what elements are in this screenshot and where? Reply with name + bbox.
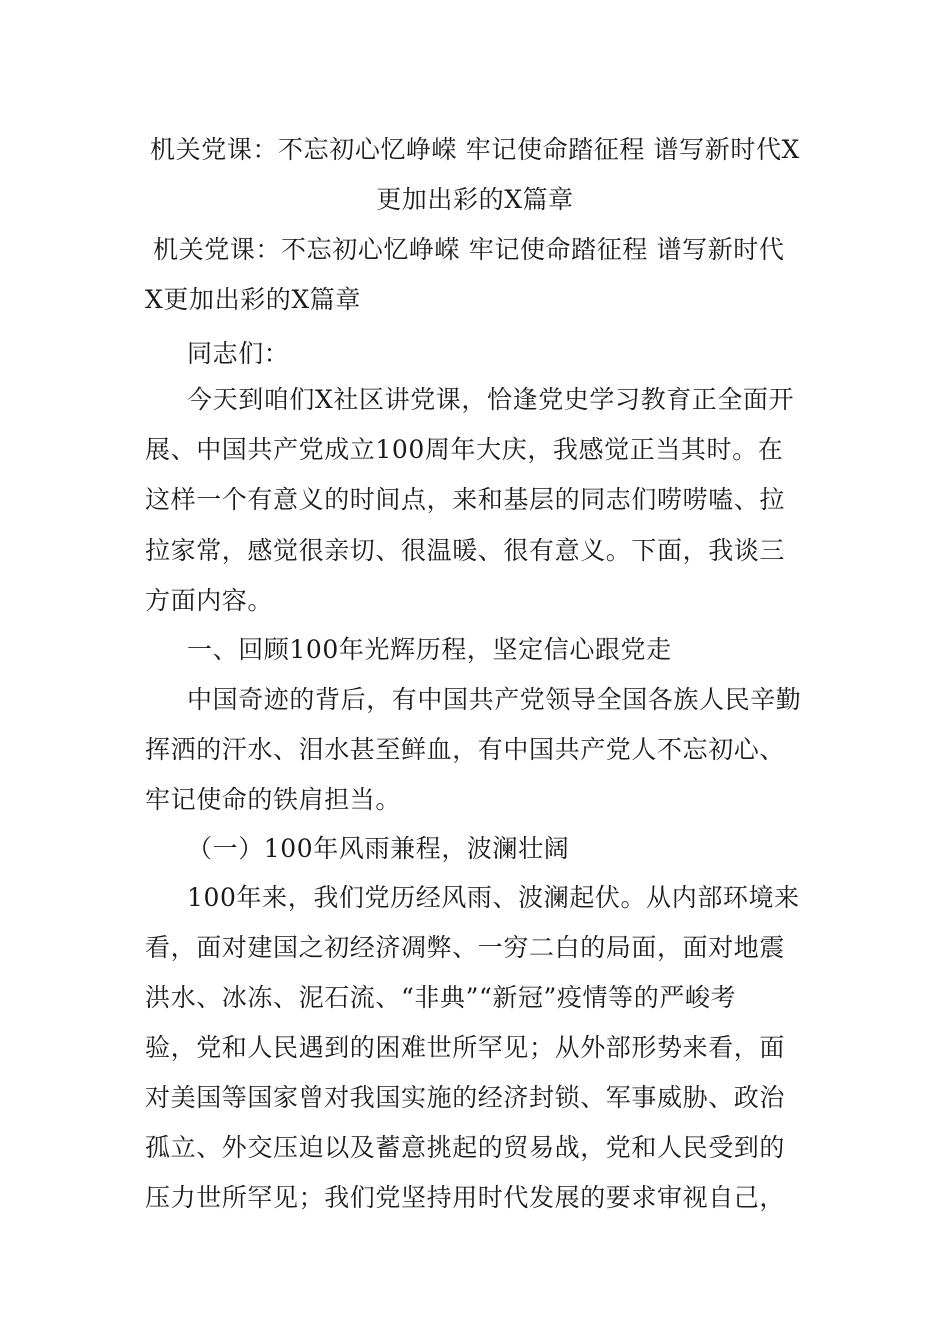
section-paragraph-line: 中国奇迹的背后，有中国共产党领导全国各族人民辛勤 <box>187 685 802 714</box>
subsection-paragraph-line: 对美国等国家曾对我国实施的经济封锁、军事威胁、政治 <box>145 1083 786 1112</box>
subsection-paragraph-line: 孤立、外交压迫以及蓄意挑起的贸易战，党和人民受到的 <box>145 1133 786 1162</box>
subsection-paragraph-line: 洪水、冰冻、泥石流、“非典”“新冠”疫情等的严峻考 <box>145 983 737 1012</box>
intro-paragraph-line: 展、中国共产党成立100周年大庆，我感觉正当其时。在 <box>145 435 784 464</box>
subsection-paragraph-line: 验，党和人民遇到的困难世所罕见；从外部形势来看，面 <box>145 1033 786 1062</box>
intro-paragraph-line: 拉家常，感觉很亲切、很温暖、很有意义。下面，我谈三 <box>145 536 786 565</box>
section-paragraph-line: 牢记使命的铁肩担当。 <box>145 785 402 814</box>
intro-paragraph-line: 这样一个有意义的时间点，来和基层的同志们唠唠嗑、拉 <box>145 485 786 514</box>
subsection-paragraph-line: 100年来，我们党历经风雨、波澜起伏。从内部环境来 <box>187 883 800 912</box>
document-title-line-2: 更加出彩的X篇章 <box>376 185 574 214</box>
greeting: 同志们： <box>187 339 290 368</box>
subsection-paragraph-line: 看，面对建国之初经济凋弊、一穷二白的局面，面对地震 <box>145 933 786 962</box>
subtitle-line-1: 机关党课：不忘初心忆峥嵘 牢记使命踏征程 谱写新时代 <box>153 235 785 264</box>
subsection-heading: （一）100年风雨兼程，波澜壮阔 <box>187 834 570 863</box>
intro-paragraph-line: 方面内容。 <box>145 586 274 615</box>
subtitle-line-2: X更加出彩的X篇章 <box>145 285 361 314</box>
intro-paragraph-line: 今天到咱们X社区讲党课，恰逢党史学习教育正全面开 <box>187 385 795 414</box>
section-paragraph-line: 挥洒的汗水、泪水甚至鲜血，有中国共产党人不忘初心、 <box>145 735 786 764</box>
document-title-line-1: 机关党课：不忘初心忆峥嵘 牢记使命踏征程 谱写新时代X <box>150 135 800 164</box>
subsection-paragraph-line: 压力世所罕见；我们党坚持用时代发展的要求审视自己， <box>145 1183 786 1212</box>
section-heading: 一、回顾100年光辉历程，坚定信心跟党走 <box>187 635 672 664</box>
